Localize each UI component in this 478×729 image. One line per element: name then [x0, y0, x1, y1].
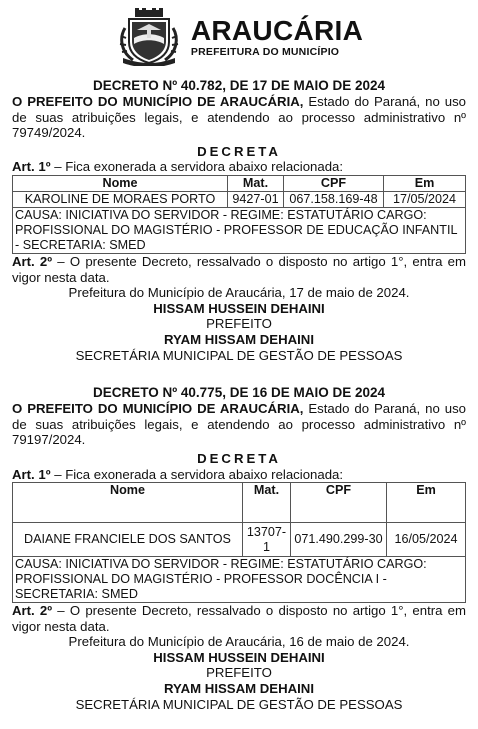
place-date: Prefeitura do Município de Araucária, 17 de maio de 2024.: [68, 285, 410, 301]
employee-name: KAROLINE DE MORAES PORTO: [13, 191, 228, 207]
decree-1: [12, 78, 466, 363]
article-1-text: – Fica exonerada a servidora abaixo relacionada:: [50, 466, 344, 482]
municipal-coat-of-arms-icon: [115, 8, 183, 66]
employee-mat: 13707-1: [243, 523, 291, 557]
signer-1-role: PREFEITO: [206, 665, 272, 681]
article-2-label: Art. 2º: [12, 253, 53, 269]
decree-2: [12, 385, 466, 712]
brand-subtitle: PREFEITURA DO MUNICÍPIO: [190, 45, 340, 58]
brand-block: [190, 14, 364, 58]
column-header-mat: Mat.: [228, 175, 284, 191]
article-1-text: – Fica exonerada a servidora abaixo relacionada:: [50, 159, 344, 175]
causa-details: CAUSA: INICIATIVA DO SERVIDOR - REGIME: ESTATUTÁRIO CARGO: PROFISSIONAL DO MAGISTÉRIO - PROFESSOR DOCÊNCIA I - SECRETARIA: SMED: [13, 557, 466, 603]
article-2: [12, 603, 466, 634]
place-date: Prefeitura do Município de Araucária, 16 de maio de 2024.: [68, 634, 410, 650]
decreta-heading: DECRETA: [197, 450, 281, 466]
article-1: [12, 467, 466, 483]
decree-intro: [12, 401, 466, 448]
intro-authority: O PREFEITO DO MUNICÍPIO DE ARAUCÁRIA,: [12, 94, 304, 109]
signer-1-name: HISSAM HUSSEIN DEHAINI: [153, 300, 325, 316]
column-header-cpf: CPF: [284, 175, 384, 191]
intro-text: Estado do Paraná, no uso de suas atribuições legais, e atendendo ao processo administrativo nº 79749/2024.: [12, 94, 466, 141]
table-causa-row: [13, 557, 466, 603]
signer-2-name: RYAM HISSAM DEHAINI: [164, 331, 314, 347]
table-causa-row: [13, 207, 466, 253]
signer-2-role: SECRETÁRIA MUNICIPAL DE GESTÃO DE PESSOAS: [75, 347, 403, 363]
employee-date: 16/05/2024: [387, 523, 466, 557]
signer-2-role: SECRETÁRIA MUNICIPAL DE GESTÃO DE PESSOAS: [75, 696, 403, 712]
article-2-text: – O presente Decreto, ressalvado o disposto no artigo 1°, entra em vigor nesta data.: [12, 603, 466, 634]
brand-name: ARAUCÁRIA: [190, 14, 364, 46]
column-header-cpf: CPF: [291, 483, 387, 523]
intro-text: Estado do Paraná, no uso de suas atribuições legais, e atendendo ao processo administrativo nº 79197/2024.: [12, 401, 466, 448]
masthead: [12, 0, 466, 70]
table-row: [13, 523, 466, 557]
column-header-name: Nome: [13, 175, 228, 191]
decree-title: DECRETO Nº 40.775, DE 16 DE MAIO DE 2024: [92, 385, 386, 401]
employee-cpf: 067.158.169-48: [284, 191, 384, 207]
column-header-date: Em: [387, 483, 466, 523]
column-header-date: Em: [384, 175, 466, 191]
employee-date: 17/05/2024: [384, 191, 466, 207]
table-header-row: [13, 175, 466, 191]
article-2-text: – O presente Decreto, ressalvado o disposto no artigo 1°, entra em vigor nesta data.: [12, 253, 466, 285]
employee-mat: 9427-01: [228, 191, 284, 207]
causa-details: CAUSA: INICIATIVA DO SERVIDOR - REGIME: ESTATUTÁRIO CARGO: PROFISSIONAL DO MAGISTÉRIO - PROFESSOR DE EDUCAÇÃO INFANTIL - SECRETARIA: SMED: [13, 207, 466, 253]
column-header-name: Nome: [13, 483, 243, 523]
column-header-mat: Mat.: [243, 483, 291, 523]
employee-cpf: 071.490.299-30: [291, 523, 387, 557]
decree-intro: [12, 94, 466, 141]
signer-2-name: RYAM HISSAM DEHAINI: [164, 681, 314, 697]
article-1: [12, 159, 466, 175]
article-1-label: Art. 1º: [12, 466, 51, 482]
article-2-label: Art. 2º: [12, 603, 53, 619]
table-header-row: [13, 483, 466, 523]
signer-1-name: HISSAM HUSSEIN DEHAINI: [153, 649, 325, 665]
decreta-heading: DECRETA: [197, 143, 281, 159]
article-1-label: Art. 1º: [12, 159, 51, 175]
table-row: [13, 191, 466, 207]
intro-authority: O PREFEITO DO MUNICÍPIO DE ARAUCÁRIA,: [12, 401, 304, 417]
decree-title: DECRETO Nº 40.782, DE 17 DE MAIO DE 2024: [92, 78, 386, 93]
signer-1-role: PREFEITO: [206, 316, 272, 332]
article-2: [12, 254, 466, 285]
employee-name: DAIANE FRANCIELE DOS SANTOS: [13, 523, 243, 557]
employee-table: [12, 482, 466, 603]
employee-table: [12, 175, 466, 254]
